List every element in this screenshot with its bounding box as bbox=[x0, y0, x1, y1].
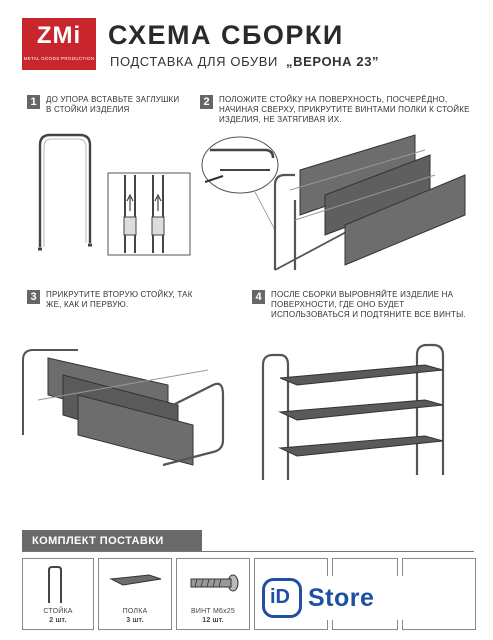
logo-subtext: METAL GOODS PRODUCTION bbox=[23, 56, 95, 61]
subtitle-text: ПОДСТАВКА ДЛЯ ОБУВИ bbox=[110, 54, 278, 69]
shelf-icon bbox=[107, 573, 163, 598]
upright-frame-icon bbox=[41, 565, 71, 605]
step-4-illustration bbox=[255, 340, 455, 490]
kit-item-screw bbox=[176, 558, 250, 630]
step-3-text: ПРИКРУТИТЕ ВТОРУЮ СТОЙКУ, ТАК ЖЕ, КАК И ПЕРВУЮ. bbox=[46, 290, 193, 309]
step-2-illustration bbox=[195, 130, 480, 280]
store-name: Store bbox=[308, 584, 375, 612]
kit-item-6 bbox=[402, 558, 476, 630]
step-1-number: 1 bbox=[27, 95, 40, 109]
screw-icon bbox=[185, 569, 241, 599]
page-title: СХЕМА СБОРКИ bbox=[108, 20, 344, 50]
kit-item-upright-name: СТОЙКА bbox=[43, 608, 73, 615]
step-1-illustration bbox=[20, 125, 200, 275]
brand-logo bbox=[22, 18, 96, 70]
step-4-number: 4 bbox=[252, 290, 265, 304]
kit-item-screw-qty: 12 шт. bbox=[202, 617, 224, 624]
store-watermark bbox=[258, 576, 410, 620]
step-4-text: ПОСЛЕ СБОРКИ ВЫРОВНЯЙТЕ ИЗДЕЛИЕ НА ПОВЕРХНОСТИ, ГДЕ ОНО БУДЕТ ИСПОЛЬЗОВАТЬСЯ И ПОДТЯНИТЕ ВСЕ ВИНТЫ. bbox=[271, 290, 466, 319]
kit-item-shelf-qty: 3 шт. bbox=[126, 617, 144, 624]
logo-text: ZMi bbox=[36, 22, 82, 49]
step-3-number: 3 bbox=[27, 290, 40, 304]
model-name: „ВЕРОНА 23” bbox=[286, 54, 380, 69]
kit-item-shelf-name: ПОЛКА bbox=[122, 608, 148, 615]
kit-divider bbox=[22, 551, 474, 552]
store-logo-prefix: iD bbox=[270, 586, 290, 608]
step-2-text: ПОЛОЖИТЕ СТОЙКУ НА ПОВЕРХНОСТЬ, ПОСЧЕРЁДНО, НАЧИНАЯ СВЕРХУ, ПРИКРУТИТЕ ВИНТАМИ ПОЛКИ К СТОЙКЕ ИЗДЕЛИЯ, НЕ ЗАТЯГИВАЯ ИХ. bbox=[219, 95, 470, 124]
kit-item-upright-qty: 2 шт. bbox=[49, 617, 67, 624]
kit-item-screw-name: ВИНТ М6х25 bbox=[191, 608, 235, 615]
kit-item-shelf bbox=[98, 558, 172, 630]
page-subtitle bbox=[110, 54, 379, 69]
kit-title: КОМПЛЕКТ ПОСТАВКИ bbox=[22, 530, 202, 552]
step-1-text: ДО УПОРА ВСТАВЬТЕ ЗАГЛУШКИ В СТОЙКИ ИЗДЕЛИЯ bbox=[46, 95, 180, 114]
step-2-number: 2 bbox=[200, 95, 213, 109]
kit-item-upright bbox=[22, 558, 94, 630]
step-3-illustration bbox=[18, 340, 248, 490]
